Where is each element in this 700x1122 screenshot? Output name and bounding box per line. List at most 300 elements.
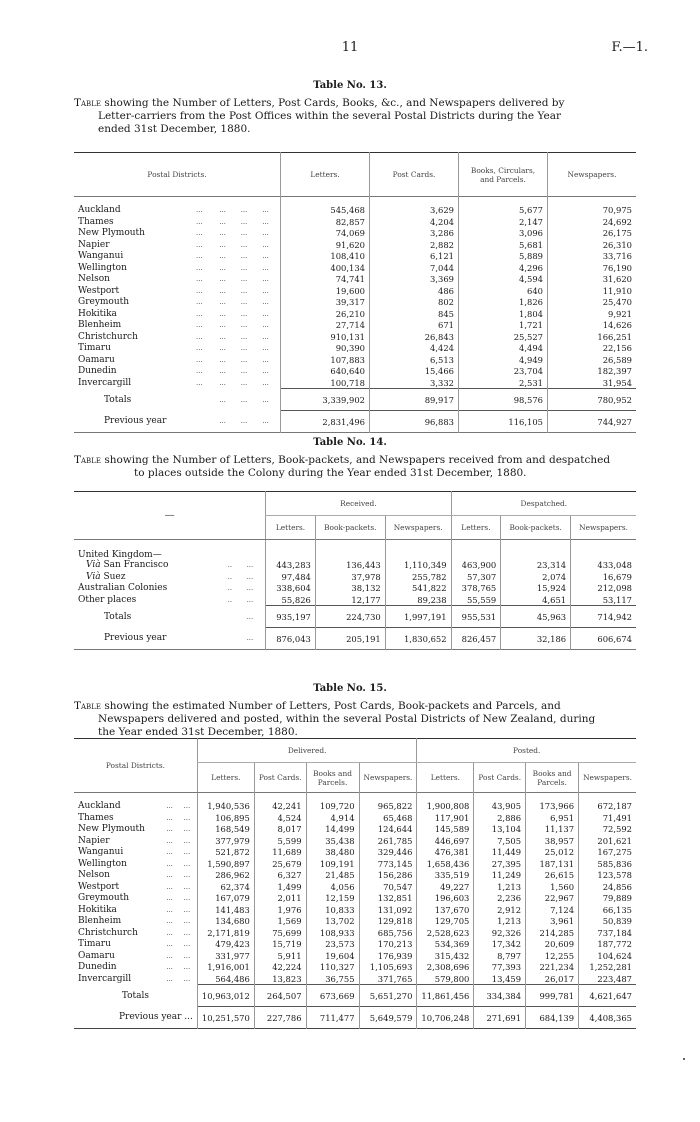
value-cell: 579,800 [417, 973, 474, 985]
value-cell: 446,697 [417, 835, 474, 847]
dot-leader: ... [240, 309, 248, 318]
district-name: Wellington [78, 262, 127, 273]
dot-leader: ... [240, 240, 248, 249]
value-cell: 26,017 [526, 973, 579, 985]
column-header: Letters. [197, 763, 254, 793]
dot-leader: .. [227, 572, 233, 581]
dot-leader: ... [240, 395, 248, 404]
value-cell: 227,786 [254, 1007, 306, 1029]
dot-leader: .. [227, 561, 233, 570]
dot-leader: ... [262, 240, 269, 249]
value-cell: 13,702 [306, 916, 359, 928]
value-cell: 65,468 [359, 812, 417, 824]
dot-leader: ... [183, 928, 191, 937]
value-cell: 1,560 [526, 881, 579, 893]
table-row [74, 320, 636, 332]
previous-year-row [74, 411, 636, 433]
empty-cell [501, 540, 571, 560]
dot-leader: ... [196, 298, 203, 307]
district-name: Invercargill [78, 377, 132, 388]
value-cell: 13,823 [254, 973, 306, 985]
dot-leader: ... [240, 332, 248, 341]
value-cell: 132,851 [359, 893, 417, 905]
value-cell: 1,900,808 [417, 801, 474, 813]
previous-year-row [74, 628, 636, 650]
district-name: Greymouth [78, 893, 130, 904]
value-cell: 145,589 [417, 824, 474, 836]
dot-leader: ... [246, 634, 254, 643]
table-row [74, 308, 636, 320]
table-row [74, 228, 636, 240]
dot-leader: ... [246, 595, 254, 604]
table-row [74, 870, 636, 882]
dot-leader: ... [183, 813, 191, 822]
newspapers-cell: 26,310 [548, 239, 637, 251]
group-header-delivered: Delivered. [197, 739, 417, 763]
dot-leader: ... [240, 321, 248, 330]
row-label: Previous year [104, 633, 167, 644]
dot-leader: ... [262, 263, 269, 272]
newspapers-cell: 26,589 [548, 354, 637, 366]
value-cell: 443,283 [266, 560, 316, 572]
district-name: Thames [78, 216, 114, 227]
dot-leader: ... [196, 206, 203, 215]
dot-leader: ... [262, 321, 269, 330]
value-cell: 170,213 [359, 939, 417, 951]
district-name: Hokitika [78, 308, 117, 319]
post-cards-cell: 4,424 [370, 343, 459, 355]
post-cards-cell: 15,466 [370, 366, 459, 378]
dot-leader: ... [183, 859, 191, 868]
dot-leader: ... [219, 252, 226, 261]
dot-leader: ... [219, 332, 226, 341]
letters-cell: 107,883 [281, 354, 370, 366]
newspapers-cell: 33,716 [548, 251, 637, 263]
dot-leader: ... [219, 367, 226, 376]
dot-leader: .. [227, 584, 233, 593]
dot-leader: ... [219, 417, 226, 426]
dot-leader: ... [240, 217, 248, 226]
dot-leader: ... [219, 298, 226, 307]
spacer-cell [548, 197, 637, 205]
district-name: Napier [78, 835, 110, 846]
table-row [74, 331, 636, 343]
table-row [74, 950, 636, 962]
table14-caption [74, 454, 654, 480]
spacer-cell [474, 793, 526, 801]
page-number: 11 [341, 40, 359, 55]
value-cell: 43,905 [474, 801, 526, 813]
value-cell: 224,730 [315, 606, 385, 628]
dot-leader: ... [183, 974, 191, 983]
value-cell: 196,603 [417, 893, 474, 905]
value-cell: 124,644 [359, 824, 417, 836]
district-name: Thames [78, 812, 114, 823]
value-cell: 137,670 [417, 904, 474, 916]
value-cell: 19,604 [306, 950, 359, 962]
spacer-cell [74, 793, 197, 801]
value-cell: 36,755 [306, 973, 359, 985]
value-cell: 5,651,270 [359, 985, 417, 1007]
value-cell: 338,604 [266, 583, 316, 595]
value-cell: 62,374 [197, 881, 254, 893]
dot-leader: ... [262, 417, 269, 426]
value-cell: 1,830,652 [385, 628, 451, 650]
value-cell: 6,327 [254, 870, 306, 882]
value-cell: 606,674 [571, 628, 636, 650]
stub-header: Postal Districts. [74, 739, 197, 793]
dot-leader: ... [240, 367, 248, 376]
books-cell: 1,826 [459, 297, 548, 309]
value-cell: 271,691 [474, 1007, 526, 1029]
place-label: Australian Colonies [78, 583, 168, 594]
district-name: Auckland [78, 205, 121, 216]
value-cell: 168,549 [197, 824, 254, 836]
value-cell: 15,924 [501, 583, 571, 595]
table-row [74, 262, 636, 274]
table-row [74, 594, 636, 606]
caption-line: showing the Number of Letters, Book-packets, and Newspapers received from and despatched [104, 454, 611, 466]
column-header: Newspapers. [579, 763, 636, 793]
post-cards-cell: 3,332 [370, 377, 459, 389]
post-cards-cell: 3,369 [370, 274, 459, 286]
spacer-cell [74, 197, 281, 205]
value-cell: 134,680 [197, 916, 254, 928]
column-header: Book-packets. [315, 516, 385, 540]
value-cell: 25,012 [526, 847, 579, 859]
caption-line: Newspapers delivered and posted, within the several Postal Districts of New Zealand, during [98, 713, 596, 725]
newspapers-cell: 14,626 [548, 320, 637, 332]
caption-lead: Table [74, 97, 101, 109]
books-cell: 5,677 [459, 205, 548, 217]
letters-cell: 640,640 [281, 366, 370, 378]
value-cell: 156,286 [359, 870, 417, 882]
value-cell: 141,483 [197, 904, 254, 916]
caption-line: to places outside the Colony during the Year ended 31st December, 1880. [134, 467, 527, 479]
value-cell: 335,519 [417, 870, 474, 882]
table13-body [74, 197, 636, 433]
value-cell: 22,967 [526, 893, 579, 905]
table-row [74, 251, 636, 263]
value-cell: 109,720 [306, 801, 359, 813]
books-cell: 23,704 [459, 366, 548, 378]
newspapers-cell: 31,620 [548, 274, 637, 286]
spacer-cell [579, 793, 636, 801]
post-cards-cell: 2,882 [370, 239, 459, 251]
value-cell: 32,186 [501, 628, 571, 650]
letters-cell: 910,131 [281, 331, 370, 343]
dot-leader: ... [262, 332, 269, 341]
letters-cell: 400,134 [281, 262, 370, 274]
value-cell: 521,872 [197, 847, 254, 859]
value-cell: 1,916,001 [197, 962, 254, 974]
dot-leader: ... [183, 905, 191, 914]
dot-leader: ... [166, 917, 173, 926]
table-row [74, 205, 636, 217]
newspapers-cell: 22,156 [548, 343, 637, 355]
value-cell: 1,569 [254, 916, 306, 928]
books-cell: 3,096 [459, 228, 548, 240]
dot-leader: ... [196, 344, 203, 353]
value-cell: 684,139 [526, 1007, 579, 1029]
letters-cell: 545,468 [281, 205, 370, 217]
value-cell: 24,856 [579, 881, 636, 893]
value-cell: 20,609 [526, 939, 579, 951]
spacer-cell [197, 793, 254, 801]
dot-leader: ... [196, 321, 203, 330]
table-row [74, 812, 636, 824]
empty-cell [315, 540, 385, 560]
value-cell: 129,705 [417, 916, 474, 928]
dot-leader: ... [262, 275, 269, 284]
place-label: Other places [78, 594, 137, 605]
value-cell: 205,191 [315, 628, 385, 650]
value-cell: 1,213 [474, 881, 526, 893]
district-name: Wanganui [78, 251, 124, 262]
value-cell: 1,658,436 [417, 858, 474, 870]
value-cell: 167,079 [197, 893, 254, 905]
value-cell: 26,615 [526, 870, 579, 882]
district-name: Wellington [78, 858, 127, 869]
caption-line: showing the Number of Letters, Post Cards, Books, &c., and Newspapers delivered by [104, 97, 565, 109]
value-cell: 2,886 [474, 812, 526, 824]
value-cell: 377,979 [197, 835, 254, 847]
dot-leader: ... [166, 802, 173, 811]
value-cell: 70,547 [359, 881, 417, 893]
column-header: Newspapers. [548, 153, 637, 197]
letters-cell: 108,410 [281, 251, 370, 263]
table-row [74, 881, 636, 893]
column-header: Letters. [417, 763, 474, 793]
value-cell: 672,187 [579, 801, 636, 813]
dot-leader: ... [240, 344, 248, 353]
district-name: Nelson [78, 870, 110, 881]
value-cell: 2,308,696 [417, 962, 474, 974]
value-cell: 57,307 [451, 571, 501, 583]
value-cell: 8,797 [474, 950, 526, 962]
value-cell: 371,765 [359, 973, 417, 985]
value-cell: 476,381 [417, 847, 474, 859]
value-cell: 108,933 [306, 927, 359, 939]
dot-leader: ... [240, 286, 248, 295]
dot-leader: ... [196, 229, 203, 238]
group-header-received: Received. [266, 492, 451, 516]
value-cell: 541,822 [385, 583, 451, 595]
table-row [74, 377, 636, 389]
empty-cell [266, 540, 316, 560]
value-cell: 12,159 [306, 893, 359, 905]
value-cell: 10,706,248 [417, 1007, 474, 1029]
dot-leader: ... [166, 882, 173, 891]
dot-leader: ... [240, 252, 248, 261]
value-cell: 223,487 [579, 973, 636, 985]
value-cell: 176,939 [359, 950, 417, 962]
stray-mark [683, 1058, 685, 1060]
dot-leader: ... [196, 275, 203, 284]
value-cell: 50,839 [579, 916, 636, 928]
district-name: Invercargill [78, 973, 132, 984]
value-cell: 378,765 [451, 583, 501, 595]
dot-leader: ... [183, 836, 191, 845]
dot-leader: ... [219, 378, 226, 387]
value-cell: 5,599 [254, 835, 306, 847]
table-row [74, 366, 636, 378]
books-cell: 116,105 [459, 411, 548, 433]
dot-leader: ... [219, 229, 226, 238]
column-header: Post Cards. [474, 763, 526, 793]
column-header: Newspapers. [571, 516, 636, 540]
table-row [74, 239, 636, 251]
spacer-cell [526, 793, 579, 801]
value-cell: 214,285 [526, 927, 579, 939]
dot-leader: ... [262, 229, 269, 238]
row-label: Totals [104, 394, 132, 405]
value-cell: 37,978 [315, 571, 385, 583]
value-cell: 13,104 [474, 824, 526, 836]
letters-cell: 74,741 [281, 274, 370, 286]
caption-line: the Year ended 31st December, 1880. [98, 726, 298, 738]
dot-leader: ... [183, 940, 191, 949]
dot-leader: ... [196, 332, 203, 341]
empty-cell [451, 540, 501, 560]
value-cell: 255,782 [385, 571, 451, 583]
dot-leader: ... [240, 206, 248, 215]
district-name: Hokitika [78, 904, 117, 915]
value-cell: 187,131 [526, 858, 579, 870]
dot-leader: ... [166, 813, 173, 822]
dot-leader: ... [196, 240, 203, 249]
column-header: Newspapers. [385, 516, 451, 540]
dot-leader: ... [219, 206, 226, 215]
value-cell: 2,236 [474, 893, 526, 905]
letters-cell: 2,831,496 [281, 411, 370, 433]
dot-leader: ... [219, 275, 226, 284]
letters-cell: 19,600 [281, 285, 370, 297]
letters-cell: 39,317 [281, 297, 370, 309]
dot-leader: ... [183, 802, 191, 811]
value-cell: 38,132 [315, 583, 385, 595]
dot-leader: ... [166, 825, 173, 834]
value-cell: 110,327 [306, 962, 359, 974]
caption-line: ended 31st December, 1880. [98, 123, 251, 135]
dot-leader: ... [196, 286, 203, 295]
value-cell: 1,976 [254, 904, 306, 916]
spacer-cell [417, 793, 474, 801]
value-cell: 965,822 [359, 801, 417, 813]
table-row [74, 801, 636, 813]
dot-leader: ... [166, 894, 173, 903]
table-row [74, 285, 636, 297]
column-header: Books, Circulars, and Parcels. [459, 153, 548, 197]
table-row [74, 939, 636, 951]
table13-title: Table No. 13. [313, 80, 387, 91]
dot-leader: ... [166, 859, 173, 868]
dot-leader: ... [183, 882, 191, 891]
table15 [74, 738, 636, 1029]
value-cell: 221,234 [526, 962, 579, 974]
dot-leader: ... [240, 263, 248, 272]
value-cell: 7,505 [474, 835, 526, 847]
value-cell: 2,074 [501, 571, 571, 583]
newspapers-cell: 744,927 [548, 411, 637, 433]
dot-leader: ... [262, 344, 269, 353]
dot-leader: ... [183, 848, 191, 857]
post-cards-cell: 7,044 [370, 262, 459, 274]
value-cell: 711,477 [306, 1007, 359, 1029]
value-cell: 13,459 [474, 973, 526, 985]
dot-leader: ... [240, 417, 248, 426]
value-cell: 1,213 [474, 916, 526, 928]
dot-leader: ... [240, 298, 248, 307]
place-name [74, 560, 224, 572]
value-cell: 92,326 [474, 927, 526, 939]
value-cell: 329,446 [359, 847, 417, 859]
books-cell: 2,147 [459, 216, 548, 228]
value-cell: 212,098 [571, 583, 636, 595]
table-row [74, 297, 636, 309]
value-cell: 49,227 [417, 881, 474, 893]
value-cell: 25,679 [254, 858, 306, 870]
books-cell: 98,576 [459, 389, 548, 411]
table-row [74, 904, 636, 916]
value-cell: 129,818 [359, 916, 417, 928]
value-cell: 2,912 [474, 904, 526, 916]
value-cell: 7,124 [526, 904, 579, 916]
post-cards-cell: 845 [370, 308, 459, 320]
group-header-posted: Posted. [417, 739, 636, 763]
column-header: Post Cards. [254, 763, 306, 793]
table-row [74, 274, 636, 286]
dot-leader: ... [219, 286, 226, 295]
dot-leader: ... [183, 917, 191, 926]
via-prefix: Vià [86, 571, 101, 582]
dot-leader: ... [196, 367, 203, 376]
value-cell: 999,781 [526, 985, 579, 1007]
district-name: Oamaru [78, 950, 115, 961]
table13-caption [74, 97, 654, 136]
column-header: Letters. [451, 516, 501, 540]
spacer-cell [459, 197, 548, 205]
dot-leader: ... [183, 951, 191, 960]
table14 [74, 491, 636, 650]
books-cell: 5,681 [459, 239, 548, 251]
value-cell: 685,756 [359, 927, 417, 939]
books-cell: 1,721 [459, 320, 548, 332]
value-cell: 10,251,570 [197, 1007, 254, 1029]
value-cell: 534,369 [417, 939, 474, 951]
value-cell: 11,137 [526, 824, 579, 836]
value-cell: 673,669 [306, 985, 359, 1007]
spacer-row [74, 793, 636, 801]
value-cell: 585,836 [579, 858, 636, 870]
value-cell: 45,963 [501, 606, 571, 628]
dot-leader: ... [262, 286, 269, 295]
dot-leader: ... [262, 217, 269, 226]
district-name: Wanganui [78, 847, 124, 858]
value-cell: 479,423 [197, 939, 254, 951]
row-label: Totals [121, 990, 150, 1001]
value-cell: 11,249 [474, 870, 526, 882]
value-cell: 3,961 [526, 916, 579, 928]
value-cell: 117,901 [417, 812, 474, 824]
dot-leader: .. [227, 595, 233, 604]
dot-leader: ... [183, 894, 191, 903]
value-cell: 1,940,536 [197, 801, 254, 813]
dot-leader: ... [166, 836, 173, 845]
value-cell: 1,499 [254, 881, 306, 893]
value-cell: 4,408,365 [579, 1007, 636, 1029]
value-cell: 27,395 [474, 858, 526, 870]
